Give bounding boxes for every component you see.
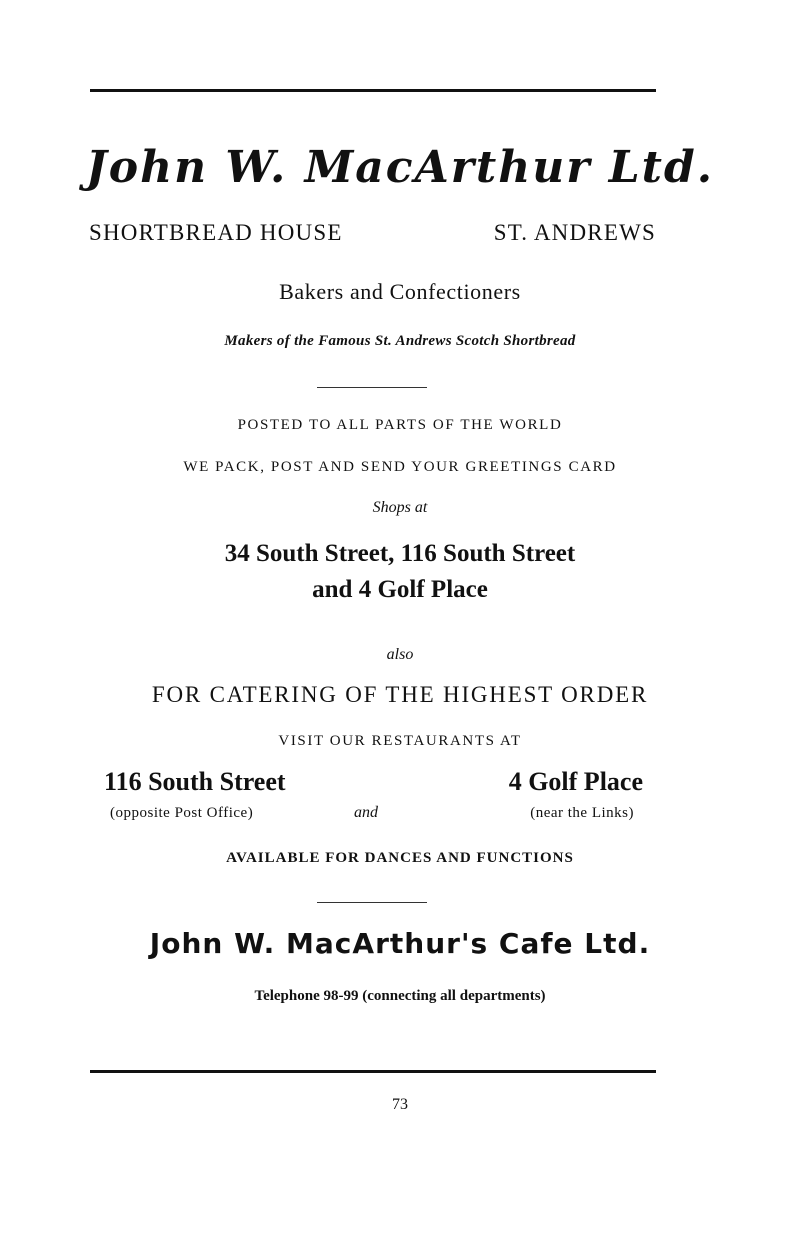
catering-line: FOR CATERING OF THE HIGHEST ORDER (151, 682, 649, 707)
also-label: also (386, 646, 414, 663)
and-label: and (354, 804, 378, 821)
telephone-line: Telephone 98-99 (connecting all departments) (254, 988, 546, 1004)
left-address: SHORTBREAD HOUSE (89, 220, 343, 245)
restaurant-left-note: (opposite Post Office) (110, 805, 254, 821)
visit-line: VISIT OUR RESTAURANTS AT (278, 733, 522, 749)
company-name: John W. MacArthur Ltd. (85, 142, 715, 193)
shops-at: Shops at (372, 499, 428, 516)
available-line: AVAILABLE FOR DANCES AND FUNCTIONS (226, 850, 574, 866)
top-rule (90, 89, 656, 92)
trade-line: Bakers and Confectioners (279, 279, 521, 304)
divider-2 (317, 902, 427, 903)
page-number: 73 (392, 1096, 408, 1113)
shop-address-line1: 34 South Street, 116 South Street (224, 540, 576, 567)
posted-line: POSTED TO ALL PARTS OF THE WORLD (237, 417, 563, 433)
restaurant-left-name: 116 South Street (104, 767, 286, 796)
right-address: ST. ANDREWS (493, 220, 656, 245)
restaurant-right-name: 4 Golf Place (508, 767, 643, 796)
pack-line: WE PACK, POST AND SEND YOUR GREETINGS CARD (183, 459, 617, 475)
divider-1 (317, 387, 427, 388)
restaurant-right-note: (near the Links) (530, 805, 634, 821)
bottom-rule (90, 1070, 656, 1073)
makers-line: Makers of the Famous St. Andrews Scotch Shortbread (224, 333, 576, 349)
cafe-name: John W. MacArthur's Cafe Ltd. (149, 927, 651, 960)
shop-address-line2: and 4 Golf Place (312, 576, 488, 603)
